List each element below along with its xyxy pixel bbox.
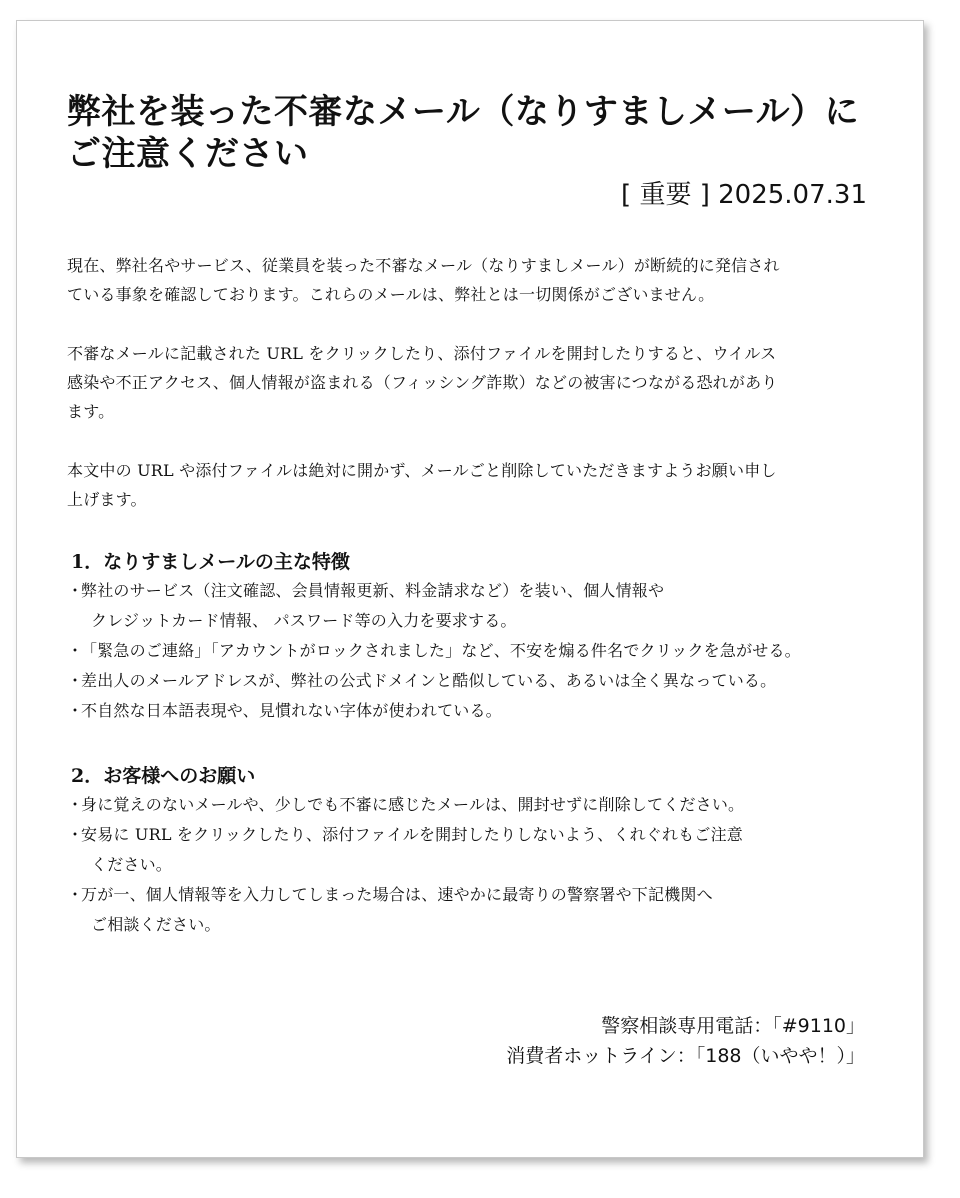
list-item [67, 880, 867, 940]
list-item-text: 安易に URL をクリックしたり、添付ファイルを開封したりしないよう、くれぐれもご注意 [81, 825, 743, 844]
paragraph-line: ている事象を確認しております。これらのメールは、弊社とは一切関係がございません。 [67, 285, 715, 304]
paragraph-line: 上げます。 [67, 490, 147, 509]
list-item [67, 576, 867, 636]
list-item-text: 差出人のメールアドレスが、弊社の公式ドメインと酷似している、あるいは全く異なっている。 [81, 671, 777, 690]
document-page [16, 20, 924, 1158]
section-2-list [67, 790, 867, 940]
list-item [67, 666, 867, 696]
document-title [67, 91, 867, 175]
paragraph-line: 本文中の URL や添付ファイルは絶対に開かず、メールごと削除していただきますようお願い申し [67, 461, 777, 480]
bullet-mark: ・ [67, 701, 84, 720]
consumer-hotline: 消費者ホットライン：「188（いやや！）」 [506, 1045, 865, 1067]
paragraph-line: ます。 [67, 402, 115, 421]
bullet-mark: ・ [67, 671, 84, 690]
paragraph-line: 現在、弊社名やサービス、従業員を装った不審なメール（なりすましメール）が断続的に発信され [67, 256, 780, 275]
list-item [67, 636, 867, 666]
contact-info [506, 1011, 865, 1071]
police-consultation-phone: 警察相談専用電話：「#9110」 [601, 1015, 865, 1037]
paragraph-line: 感染や不正アクセス、個人情報が盗まれる（フィッシング詐欺）などの被害につながる恐れがあり [67, 373, 778, 392]
list-item-continuation: ご相談ください。 [91, 915, 221, 934]
notice-date: [ 重要 ] 2025.07.31 [621, 180, 867, 210]
bullet-mark: ・ [67, 581, 84, 600]
list-item [67, 696, 867, 726]
document-content [67, 91, 867, 940]
list-item-continuation: クレジットカード情報、 パスワード等の入力を要求する。 [91, 611, 517, 630]
list-item-text: 不自然な日本語表現や、見慣れない字体が使われている。 [81, 701, 502, 720]
section-2-heading: 2．お客様へのお願い [71, 765, 256, 787]
list-item-text: 身に覚えのないメールや、少しでも不審に感じたメールは、開封せずに削除してください。 [81, 795, 745, 814]
list-item-text: 「緊急のご連絡」「アカウントがロックされました」など、不安を煽る件名でクリックを急がせる。 [81, 641, 801, 660]
intro-paragraph-1 [67, 251, 867, 309]
list-item [67, 790, 867, 820]
paragraph-line: 不審なメールに記載された URL をクリックしたり、添付ファイルを開封したりすると、ウイルス [67, 344, 777, 363]
list-item-continuation: ください。 [91, 855, 173, 874]
section-1-heading: 1．なりすましメールの主な特徴 [71, 551, 350, 573]
list-item [67, 820, 867, 880]
intro-paragraph-2 [67, 339, 867, 426]
bullet-mark: ・ [67, 885, 84, 904]
title-line-1: 弊社を装った不審なメール（なりすましメール）に [67, 92, 860, 132]
bullet-mark: ・ [67, 825, 84, 844]
list-item-text: 弊社のサービス（注文確認、会員情報更新、料金請求など）を装い、個人情報や [81, 581, 665, 600]
intro-paragraph-3 [67, 456, 867, 514]
title-line-2: ご注意ください [67, 134, 309, 174]
section-1-list [67, 576, 867, 726]
bullet-mark: ・ [67, 795, 84, 814]
bullet-mark: ・ [67, 641, 84, 660]
list-item-text: 万が一、個人情報等を入力してしまった場合は、速やかに最寄りの警察署や下記機関へ [81, 885, 713, 904]
